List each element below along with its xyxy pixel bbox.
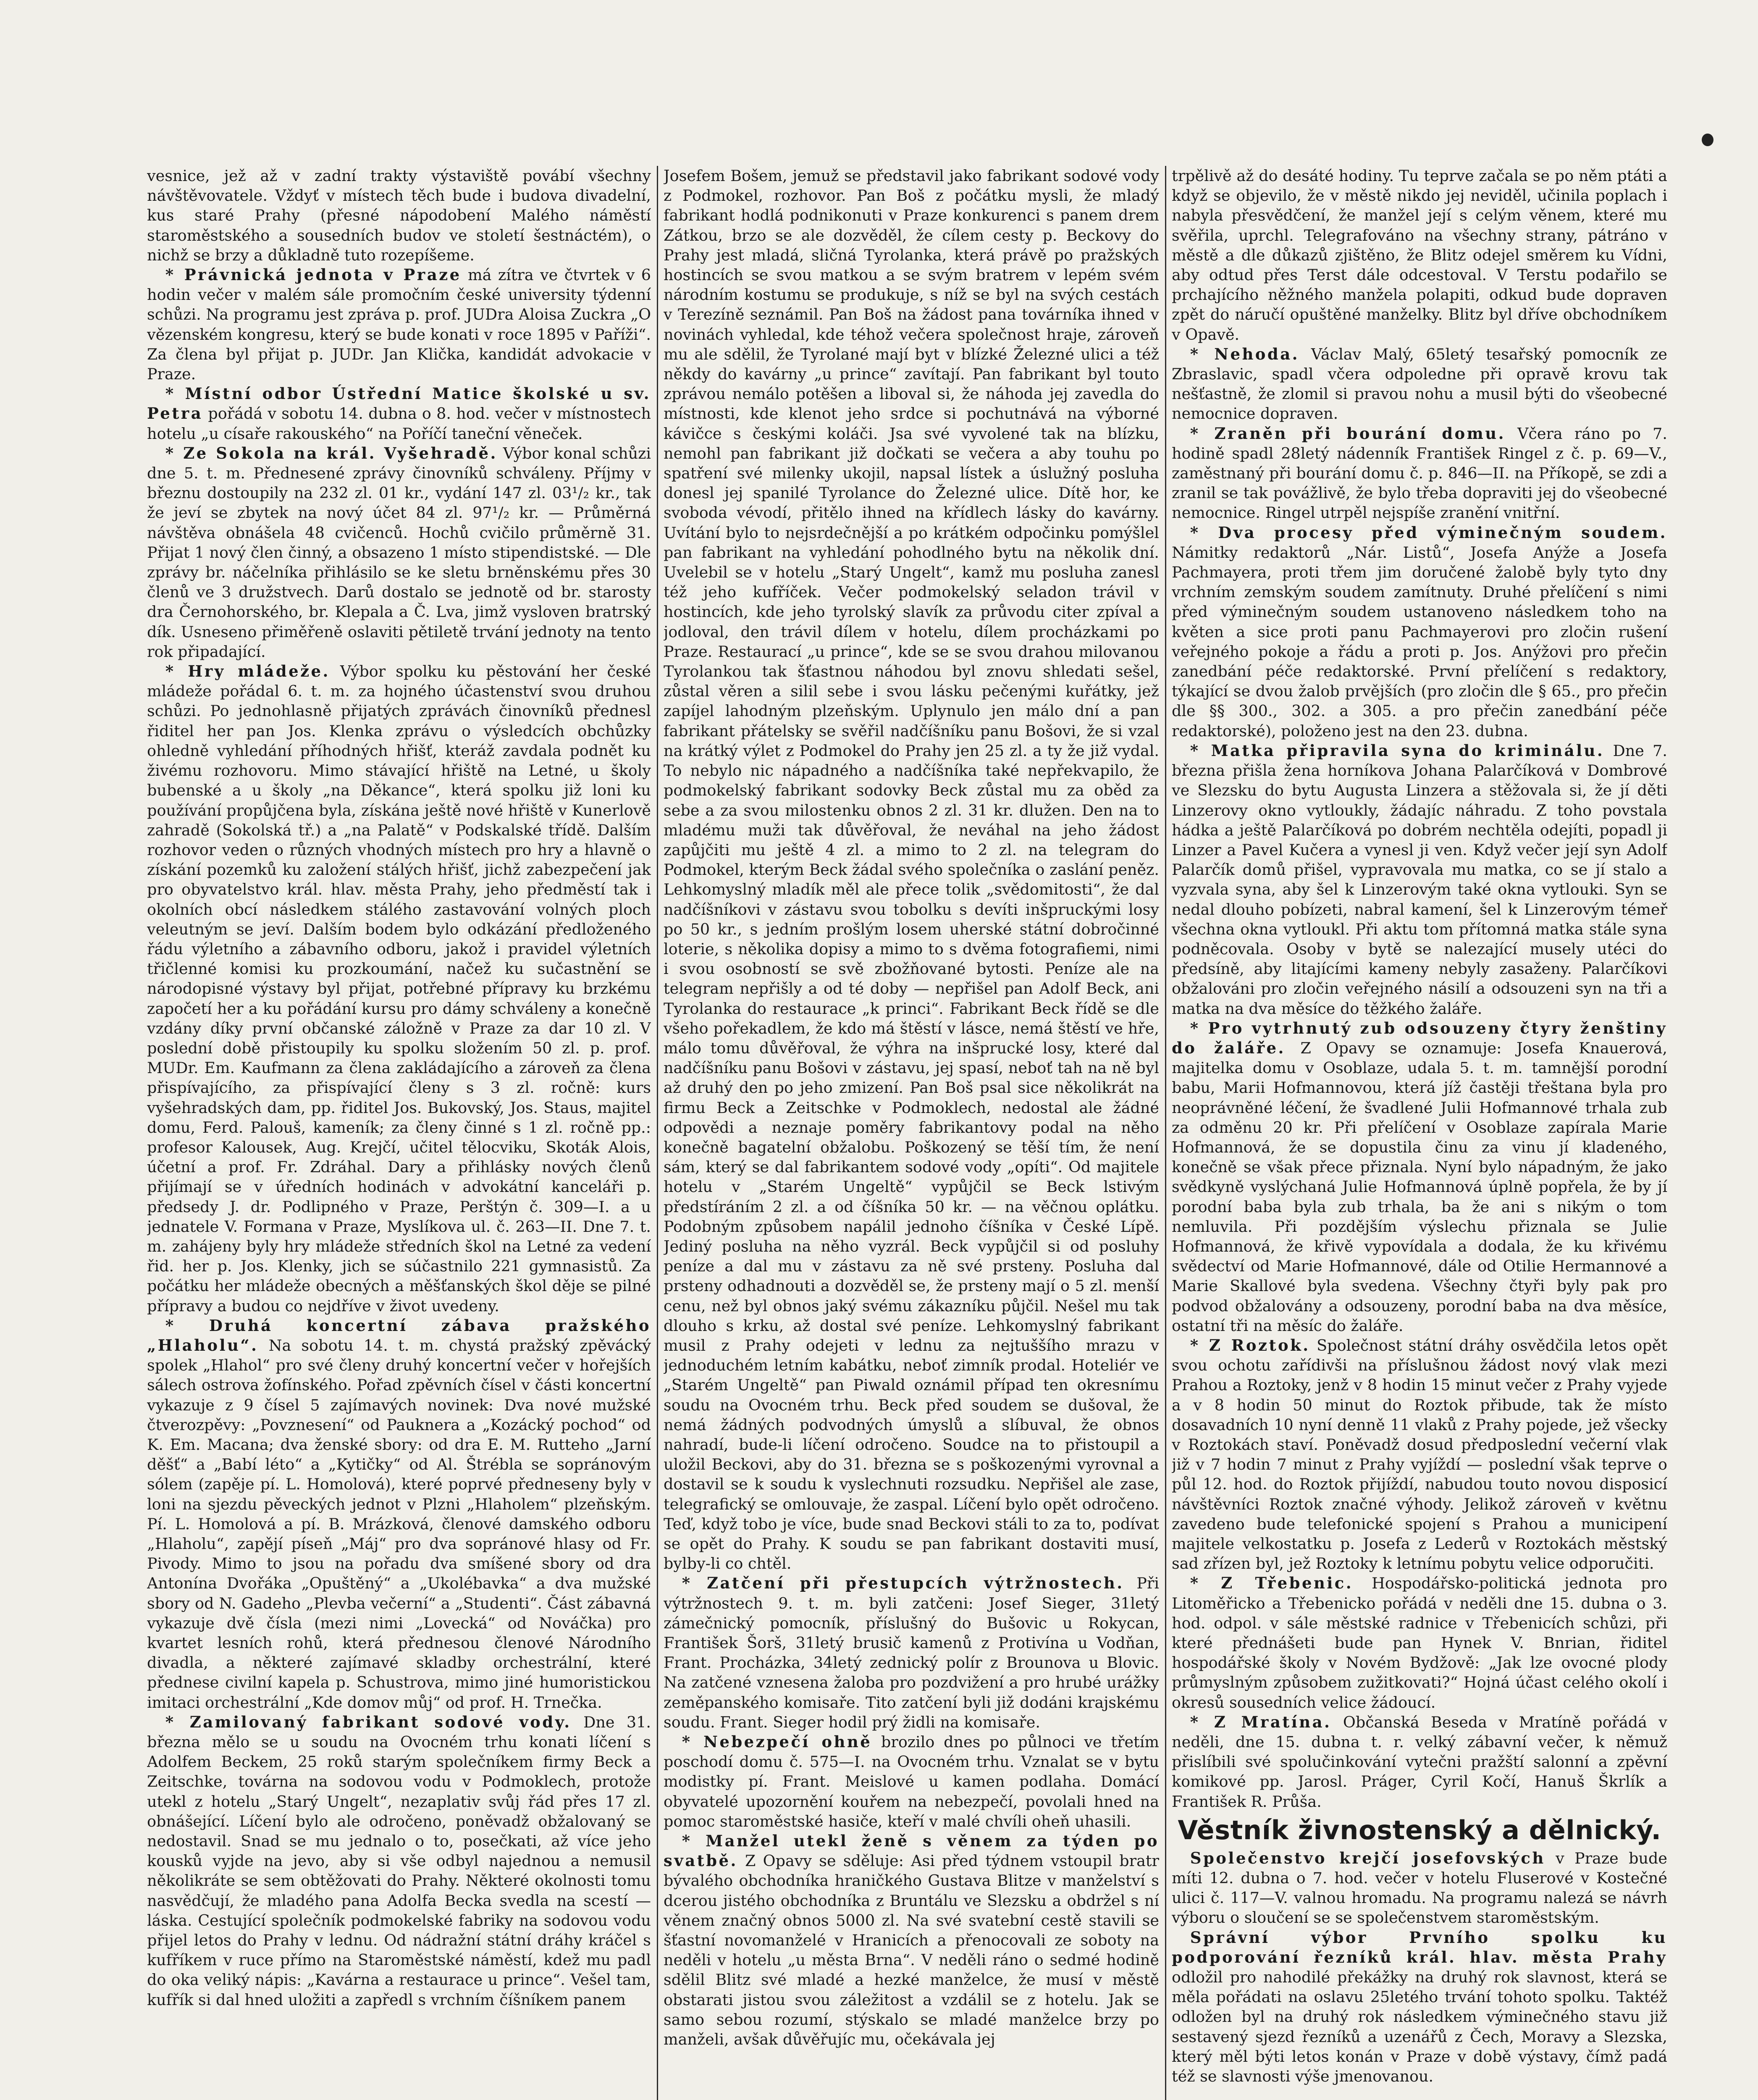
article-heading: * Druhá koncertní zábava pražského „Hlaholu“. — [147, 1316, 651, 1354]
article — [1172, 1712, 1667, 1811]
article — [147, 444, 651, 662]
article-body: Z Opavy se oznamuje: Josefa Knauerová, majitelka domu v Osoblaze, udala 5. t. m. tamnější porodní babu, Marii Hofmannovou, která jíž častěji třeštana byla pro neoprávněné léčení, že švadlené Julii Hofmannové trhala zub za odměnu 20 kr. Při přelíčení v Osoblaze zapírala Marie Hofmannová, že se dopustila činu za vinu jí kladeného, konečně se však přece přiznala. Nyní bylo nápadným, že jako svědkyně vyslýchaná Julie Hofmannová úplně popřela, že by jí porodní baba byla zub trhala, ba že ani s nikým o tom nemluvila. Při pozdějším výslechu přiznala se Julie Hofmannová, že křivě vypovídala a dodala, že ku křivému svědectví od Marie Hofmannové, dále od Otilie Hermannové a Marie Skallové byla svedena. Všechny čtyři byly pak pro podvod obžalovány a odsouzeny, porodní baba na dva měsíce, ostatní tři na měsíc do žaláře. — [1172, 1039, 1667, 1335]
article-heading: * Právnická jednota v Praze — [165, 265, 462, 284]
article — [1172, 344, 1667, 424]
article-body: Josefem Bošem, jemuž se představil jako fabrikant sodové vody z Podmokel, rozhovor. Pan Boš z počátku mysli, že mladý fabrikant hodlá podnikonuti v Praze konkurenci s panem drem Zátkou, brzo se ale dozvěděl, že cílem cesty p. Beckovy do Prahy jest mladá, sličná Tyrolanka, která právě po pražských hostincích se svou matkou a se svým bratrem v lepém svém národním kostumu se produkuje, s níž se byl na svých cestách v Terezíně seznámil. Pan Boš na žádost pana továrníka ihned v novinách vyhledal, kde téhož večera společnost hraje, zároveň mu ale sdělil, že Tyrolané mají byt v blízké Železné ulici a též někdy do kavárny „u prince“ zavítají. Pan fabrikant byl touto zprávou nemálo potěšen a liboval si, že náhoda jej zavedla do místnosti, kde klenot jeho srdce si pochutnává na výborné kávičce s českými koláči. Jsa své vyvolené tak na blízku, nemohl pan fabrikant již dočkati se večera a aby touhu po spatření své milenky ukojil, napsal lístek a úslužný posluha donesl jej spanilé Tyrolance do Železné ulice. Dítě hor, ke svoboda vévodí, přitělo ihned na křídlech lásky do kavárny. Uvítání bylo to nejsrdečnější a po krátkém odpočinku pomýšlel pan fabrikant na vyhledání pohodlného bytu na několik dní. Uvelebil se v hotelu „Starý Ungelt“, kamž mu posluha zanesl též jeho kufříček. Večer podmokelský seladon trávil v hostincích, kde jeho tyrolský slavík za průvodu citer zpíval a jodloval, den trávil dílem v hotelu, dílem procházkami po Praze. Restaurací „u prince“, kde se se svou drahou milovanou Tyrolankou tak šťastnou náhodou byl znovu shledati sešel, zůstal věren a silil sebe i svou lásku pečenými kuřátky, jež zapíjel lahodným plzeňským. Uplynulo jen málo dní a pan fabrikant přátelsky se svěřil nadčíšníku panu Bošovi, že si vzal na krátký výlet z Podmokel do Prahy jen 25 zl. a ty že již vydal. To nebylo nic nápadného a nadčíšníka také nepřekvapilo, že podmokelský fabrikant sodovky Beck zůstal mu za oběd za sebe a za svou milostenku obnos 2 zl. 31 kr. dlužen. Den na to mladému muži tak důvěřoval, že neváhal na jeho žádost zapůjčiti mu ještě 4 zl. a mimo to 2 zl. na telegram do Podmokel, kterým Beck žádal svého společníka o zaslání peněz. Lehkomyslný mladík měl ale přece tolik „svědomitosti“, že dal nadčíšníkovi v zástavu svou tobolku s devíti inšpruckými losy po 50 kr., s jedním prošlým losem uherské státní dobročinné loterie, s několika dopisy a mimo to s dvěma fotografiemi, nimi i svou osobností se svě zbožňované bytosti. Peníze ale na telegram nepřišly a od té doby — nepřišel pan Adolf Beck, ani Tyrolanka do restaurace „k princi“. Fabrikant Beck řídě se dle všeho pořekadlem, že kdo má štěstí v lásce, nemá štěstí ve hře, málo tomu důvěřoval, že výhra na inšprucké losy, které dal nadčíšníku panu Bošovi v zástavu, jej spasí, neboť tah na ně byl až druhý den po jeho zmizení. Pan Boš psal sice několikrát na firmu Beck a Zeitschke v Podmoklech, nedostal ale žádné odpovědi a neznaje poměry fabrikantovy podal na něho konečně bagatelní obžalobu. Poškozený se těší tím, že není sám, který se dal fabrikantem sodové vody „opíti“. Od majitele hotelu v „Starém Ungeltě“ vypůjčil se Beck lstivým předstíráním 2 zl. a od číšníka 50 kr. — na věčnou oplátku. Podobným způsobem napálil jednoho číšníka v České Lípě. Jediný posluha na něho vyzrál. Beck vypůjčil si od posluhy peníze a dal mu v zástavu za ně své prsteny. Posluha dal prsteny odhadnouti a dozvěděl se, že prsteny mají o 5 zl. menší cenu, než byl obnos jaký svému zákazníku půjčil. Nešel mu tak dlouho s krku, až dostal své peníze. Lehkomyslný fabrikant musil z Prahy odejeti v lednu za nejtuššího mrazu v jednoduchém letním kabátku, neboť zimník prodal. Hoteliér ve „Starém Ungeltě“ pan Piwald oznámil případ ten okresnímu soudu na Ovocném trhu. Beck před soudem se dušoval, že nemá žádných podvodných úmyslů a slíbuval, že obnos nahradí, bude-li líčení odročeno. Soudce na to přistoupil a uložil Beckovi, aby do 31. března se s poškozenými vyrovnal a dostavil se k soudu k vyslechnuti rozsudku. Nepřišel ale zase, telegrafický se omlouvaje, že zaspal. Líčení bylo opět odročeno. Teď, když tobo je více, bude snad Beckovi stáli to za to, podívat se opět do Prahy. K soudu se pan fabrikant dostaviti musí, bylby-li co chtěl. — [664, 167, 1159, 1573]
article — [1172, 424, 1667, 523]
section-title: Věstník živnostenský a dělnický. — [1178, 1814, 1661, 1845]
article-heading: * Dva procesy před výminečným soudem. — [1190, 523, 1667, 542]
article-body: odložil pro nahodilé překážky na druhý rok slavnost, která se měla pořádati na oslavu 25letého trvání tohoto spolku. Taktéž odložen byl na druhý rok následkem výminečného stavu již sestavený sjezd řezníků a uzenářů z Čech, Moravy a Slezska, který měl býti letos konán v Praze v době výstavy, čímž padá též se slavnosti výše jmenovanou. — [1172, 1968, 1667, 2086]
article-body: Občanská Beseda v Mratíně pořádá v neděli, dne 15. dubna t. r. velký zábavní večer, k němuž přislíbili své spolučinkování vytečni pražští salonní a zpěvní komikové pp. Jarosl. Práger, Cyril Kočí, Hanuš Škrlík a František R. Průša. — [1172, 1713, 1667, 1811]
article-body: Dne 7. března přišla žena horníkova Johana Palarčíková v Dombrové ve Slezsku do bytu Augusta Linzera a stěžovala si, že jí děti Linzerovy okno vytloukly, žádajíc náhradu. Z toho povstala hádka a ještě Palarčíková po dobrém nechtěla odejíti, popadl ji Linzer a Pavel Kučera a vynesl ji ven. Když večer její syn Adolf Palarčík domů přišel, vypravovala mu matka, co se jí stalo a vyzvala syna, aby šel k Linzerovým také okna vytlouki. Syn se nedal dlouho pobízeti, nabral kamení, šel k Linzerovým témeř všechna okna vytloukl. Při aktu tom přítomná matka stále syna podněcovala. Osoby v bytě se nalezající musely utéci do předsíně, aby litajícími kameny nebyly zasaženy. Palarčíkovi obžalováni pro zločin veřejného násilí a odsouzeni syn na tři a matka na dva měsíce do těžkého žaláře. — [1172, 741, 1667, 1018]
article-continuation — [664, 166, 1159, 1573]
article — [147, 265, 651, 384]
article-heading: Správní výbor Prvního spolku ku podporování řezníků král. hlav. města Prahy — [1172, 1928, 1667, 1966]
column-rule-1 — [657, 166, 658, 2100]
article — [1172, 741, 1667, 1018]
article — [1172, 523, 1667, 741]
article-body: Z Opavy se sděluje: Asi před týdnem vstoupil bratr bývalého obchodníka hraničkého Gustava Blitze v manželství s dcerou jistého obchodníka z Bruntálu ve Slezsku a obdržel s ní věnem značný obnos 5000 zl. Na své svatební cestě stavili se šťastní novomanželé v Hranicích a přenocovali ze soboty na neděli v hotelu „u města Brna“. V neděli ráno o sedmé hodině sdělil Blitz své mladé a hezké manželce, že musí v městě obstarati jistou svou záležitost a vzdálil se z hotelu. Jak se samo sebou rozumí, stýskalo se mladé manželce brzy po manželi, avšak důvěřujíc mu, očekávala jej — [664, 1852, 1159, 2049]
article-body: Námitky redaktorů „Nár. Listů“, Josefa Anýže a Josefa Pachmayera, proti třem jim doručené žalobě byly tyto dny vrchním zemským soudem zamítnuty. Druhé přelíčení s nimi před výminečným soudem ustanoveno následkem toho na květen a sice proti panu Pachmayerovi pro zločin rušení veřejného pokoje a řádu a proti p. Jos. Anýžovi pro přečin zanedbání péče redaktorské. První přelíčení s redaktory, týkající se dvou žalob prvějších (pro zločin dle § 65., pro přečin dle §§ 300., 302. a 305. a pro přečin zanedbání péče redaktorské), položeno jest na den 23. dubna. — [1172, 543, 1667, 740]
article — [664, 1573, 1159, 1732]
article-heading: * Nehoda. — [1190, 344, 1299, 363]
article-continuation — [147, 166, 651, 265]
article-body: Výbor konal schůzi dne 5. t. m. Přednesené zprávy činovníků schváleny. Příjmy v březnu dostoupily na 232 zl. 01 kr., vydání 147 zl. 03¹/₂ kr., tak že jeví se zbytek na nový účet 84 zl. 97¹/₂ kr. — Průměrná návštěva obnášela 48 cvičenců. Hochů cvičilo průměrně 31. Přijat 1 nový člen činný, a obsazeno 1 místo stipendistské. — Dle zprávy br. náčelníka přihlásilo se ke sletu brněnskému přes 30 členů ve 3 družstvech. Darů dostalo se jednotě od br. starosty dra Černohorského, br. Klepala a Č. Lva, jimž vysloven bratrský dík. Usneseno přiměřeně oslaviti pětiletě trvání jednoty na tento rok připadající. — [147, 444, 651, 661]
article — [1172, 1573, 1667, 1712]
article-heading: * Pro vytrhnutý zub odsouzeny čtyry ženštiny do žaláře. — [1172, 1018, 1667, 1057]
article-body: Včera ráno po 7. hodině spadl 28letý nádenník František Ringel z č. p. 69—V., zaměstnaný při bourání domu č. p. 846—II. na Příkopě, se zdi a zranil se tak povážlivě, že bylo třeba dopraviti jej do všeobecné nemocnice. Ringel utrpěl nejspíše zranění vnitřní. — [1172, 424, 1667, 522]
article-heading: * Z Třebenic. — [1190, 1574, 1354, 1593]
article-heading: * Zraněn při bourání domu. — [1190, 424, 1506, 443]
column-rule-2 — [1165, 166, 1166, 2100]
article-heading: * Matka připravila syna do kriminálu. — [1190, 741, 1605, 760]
article-heading: * Zatčení při přestupcích výtržnostech. — [682, 1574, 1124, 1593]
article — [664, 1831, 1159, 2049]
article-heading: * Zamilovaný fabrikant sodové vody. — [165, 1712, 572, 1731]
column-3 — [1172, 166, 1667, 2100]
article — [1172, 1018, 1667, 1336]
article — [1172, 1848, 1667, 1928]
article-body: Hospodářsko-politická jednota pro Litoměřicko a Třebenicko pořádá v neděli dne 15. dubna o 3. hod. odpol. v sále městské radnice v Třebenicích schůzi, při které přednášeti bude pan Hynek V. Bnrian, řiditel hospodářské školy v Novém Bydžově: „Jak lze ovocné plody průmyslným způsobem zužitkovati?“ Hojná účast celého okolí i okresů sousedních velice žádoucí. — [1172, 1574, 1667, 1712]
article-heading: Společenstvo krejčí josefovských — [1190, 1848, 1545, 1867]
article-body: pořádá v sobotu 14. dubna o 8. hod. večer v místnostech hotelu „u císaře rakouského“ na Poříčí taneční věneček. — [147, 404, 651, 443]
article-body: má zítra ve čtvrtek v 6 hodin večer v malém sále promočním české university týdenní schůzi. Na programu jest zpráva p. prof. JUDra Aloisa Zuckra „O vězenském kongresu, který se bude konati v roce 1895 v Paříži“. Za člena byl přijat p. JUDr. Jan Klička, kandidát advokacie v Praze. — [147, 266, 651, 383]
article-body: v Praze bude míti 12. dubna o 7. hod. večer v hotelu Fluserové v Kostečné ulici č. 117—V. valnou hromadu. Na programu nalezá se návrh výboru o sloučení se se společenstvem staroměstským. — [1172, 1849, 1667, 1927]
article — [1172, 1336, 1667, 1573]
column-2 — [664, 166, 1159, 2100]
article — [147, 1712, 651, 2010]
article-body: Dne 31. března mělo se u soudu na Ovocném trhu konati líčení s Adolfem Beckem, 25 roků starým společníkem firmy Beck a Zeitschke, továrna na sodovou vodu v Podmoklech, protože utekl z hotelu „Starý Ungelt“, nezaplativ svůj řád přes 17 zl. obnášející. Líčení bylo ale odročeno, poněvadž obžalovaný se nedostavil. Snad se mu jednalo o to, posečkati, až více jeho kousků vyjde na jevo, aby si vše odbyl najednou a nemusil několikráte se sem obtěžovati do Prahy. Některé okolnosti tomu nasvědčují, že mladého pana Adolfa Becka svedla na scestí — láska. Cestující společník podmokelské fabriky na sodovou vodu přijel letos do Prahy v lednu. Od nádražní státní dráhy kráčel s kufříkem v ruce přímo na Staroměstské náměstí, kdež mu padl do oka veliký nápis: „Kavárna a restaurace u prince“. Vešel tam, kufřík si dal hned uložiti a zapředl s vrchním číšníkem panem — [147, 1713, 651, 2009]
article-body: Při výtržnostech 9. t. m. byli zatčeni: Josef Sieger, 31letý zámečnický pomocník, příslušný do Bušovic u Rokycan, František Šorš, 31letý brusič kamenů z Protivína u Vodňan, Frant. Procházka, 34letý zednický polír z Brounova u Blovic. Na zatčené vznesena žaloba pro pozdvižení a pro hrubé urážky zeměpanského komisaře. Tito zatčení byli již dodáni krajskému soudu. Frant. Sieger hodil prý židli na komisaře. — [664, 1574, 1159, 1731]
ink-spot — [1702, 134, 1713, 146]
article-heading: * Hry mládeže. — [165, 662, 330, 681]
article-body: Václav Malý, 65letý tesařský pomocník ze Zbraslavic, spadl včera odpoledne při opravě krovu tak nešťastně, že zlomil si pravou nohu a musil býti do všeobecné nemocnice dopraven. — [1172, 345, 1667, 423]
article — [664, 1732, 1159, 1831]
article-heading: * Nebezpečí ohně — [682, 1732, 872, 1751]
article-body: trpělivě až do desáté hodiny. Tu teprve začala se po něm ptáti a když se objevilo, že v městě nikdo jej neviděl, učinila poplach i nabyla přesvědčení, že manžel její s celým věnem, které mu svěřila, uprchl. Telegrafováno na všechny strany, pátráno v městě a dle důkazů zjištěno, že Blitz odejel směrem ku Vídni, aby odtud přes Terst dále odcestoval. V Terstu podařilo se prchajícího něžného manžela polapiti, odkud bude dopraven zpět do náručí opuštěné manželky. Blitz byl dříve obchodníkem v Opavě. — [1172, 167, 1667, 344]
article-heading: * Místní odbor Ústřední Matice školské u sv. Petra — [147, 384, 651, 423]
article — [1172, 1928, 1667, 2087]
article-body: vesnice, jež až v zadní trakty výstaviště povábí všechny návštěvovatele. Vždyť v místech těch bude i budova divadelní, kus staré Prahy (přesné nápodobení Malého náměstí staroměstského a sousedních budov ve století šestnáctém), o nichž se brzy a důkladně tuto rozepíšeme. — [147, 167, 651, 264]
article — [147, 384, 651, 444]
article-heading: * Ze Sokola na král. Vyšehradě. — [165, 444, 498, 462]
article-body: brozilo dnes po půlnoci ve třetím poschodí domu č. 575—I. na Ovocném trhu. Vznalat se v bytu modistky pí. Frant. Meislové u kamen podlaha. Domácí obyvatelé upozornění kouřem na nebezpečí, povolali hned na pomoc staroměstské hasiče, kteří v malé chvíli oheň uhasili. — [664, 1733, 1159, 1830]
article-heading: * Z Roztok. — [1190, 1336, 1310, 1354]
column-1 — [147, 166, 651, 2100]
article-body: Společnost státní dráhy osvědčila letos opět svou ochotu zařídivši na příslušnou žádost nový vlak mezi Prahou a Roztoky, jenž v 8 hodin 15 minut večer z Prahy vyjede a v 8 hodin 50 minut do Roztok přibude, tak že místo dosavadních 10 nyní denně 11 vlaků z Prahy pojede, jež všecky v Roztokách staví. Poněvadž dosud předposlední večerní vlak již v 7 hodin 7 minut z Prahy vyjíždí — poslední však teprve o půl 12. hod. do Roztok přijíždí, nabudou touto novou disposicí návštěvníci Roztok značné výhody. Jelikož zároveň v květnu zavedeno bude telefonické spojení s Prahou a municipení majitele velkostatku p. Josefa z Lederů v Roztokách městský sad zřízen byl, jež Roztoky k letnímu pobytu velice odporučiti. — [1172, 1336, 1667, 1573]
article — [147, 1316, 651, 1712]
article — [147, 662, 651, 1316]
article-heading: * Manžel utekl ženě s věnem za týden po svatbě. — [664, 1832, 1159, 1870]
article-heading: * Z Mratína. — [1190, 1712, 1332, 1731]
article-body: Výbor spolku ku pěstování her české mládeže pořádal 6. t. m. za hojného účastenství svou druhou schůzi. Po jednohlasně přijatých zprávách činovníků přednesl řiditel her pan Jos. Klenka zprávu o výsledcích obchůzky ohledně vyhledání příhodných hřišť, kteráž zavdala podnět ku živému rozhovoru. Mimo stávající hřiště na Letné, u školy bubenské a u školy „na Děkance“, která spolku již loni ku používání propůjčena byla, získána ještě nové hřiště v Kunerlově zahradě (Sokolská tř.) a „na Palatě“ v Podskalské třídě. Dalším rozhovor veden o různých vhodných místech pro hry a hlavně o získání pozemků ku založení stálých hřišť, jichž zabezpečení jak pro obyvatelstvo král. hlav. města Prahy, jeho předměstí tak i okolních obcí následkem stálého zastavování volných ploch veleutným se jeví. Dalším bodem bylo odkázání předloženého řádu výletního a zábavního odboru, jakož i pravidel výletních třičlenné komisi ku prozkoumání, načež ku sučastnění se národopisné výstavy byl přijat, potřebné přípravy ku brzkému započetí her a ku pořádání kursu pro dámy schváleny a konečně vzdány díky první občanské záložně v Praze za dar 10 zl. V poslední době přistoupily ku spolku složením 50 zl. p. prof. MUDr. Em. Kaufmann za člena zakládajícího a zároveň za člena přispívajícího, za přispívající členy s 3 zl. ročně: kurs vyšehradských dam, pp. řiditel Jos. Bukovský, Jos. Staus, majitel domu, Ferd. Palouš, kameník; za členy činné s 1 zl. ročně pp.: profesor Kalousek, Aug. Krejčí, učitel tělocviku, Skoták Alois, účetní a prof. Fr. Zdráhal. Dary a přihlásky nových členů přijímají se v úředních hodinách v advokátní kanceláři p. předsedy J. dr. Podlipného v Praze, Perštýn č. 309—I. a u jednatele V. Formana v Praze, Myslíkova ul. č. 263—II. Dne 7. t. m. zahájeny byly hry mládeže středních škol na Letné za vedení řid. her p. Jos. Klenky, jich se súčastnilo 221 gymnasistů. Za počátku her mládeže obecných a měšťanských škol děje se pilné přípravy a budou co nejdříve v život uvedeny. — [147, 662, 651, 1315]
article-body: Na sobotu 14. t. m. chystá pražský zpěvácký spolek „Hlahol“ pro své členy druhý koncertní večer v hořejších sálech ostrova žofínského. Pořad zpěvních čísel v části koncertní vykazuje z 9 čísel 5 zajímavých novinek: Dva nové mužské čtverozpěvy: „Povznesení“ od Pauknera a „Kozácký pochod“ od K. Em. Macana; dva ženské sbory: od dra E. M. Rutteho „Jarní děšť“ a „Babí léto“ a „Kytičky“ od Al. Štrébla se sopránovým sólem (zapěje pí. L. Homolová), které poprvé předneseny byly v loni na sjezdu pěveckých jednot v Plzni „Hlaholem“ plzeňským. Pí. L. Homolová a pí. B. Mrázková, členové damského odboru „Hlaholu“, zapějí píseň „Máj“ pro dva sopránové hlasy od Fr. Pivody. Mimo to jsou na pořadu dva smíšené sbory od dra Antonína Dvořáka „Opuštěný“ a „Ukolébavka“ a dva mužské sbory od N. Gadeho „Plevba večerní“ a „Studenti“. Část zábavná vykazuje dvě čísla (mezi nimi „Lovecká“ od Nováčka) pro kvartet lesních rohů, která přednesou členové Národního divadla, a některé zajímavé skladby orchestrální, které přednese civilní kapela p. Schustrova, mimo jiné humoristickou imitaci orchestrální „Kde domov můj“ od prof. H. Trnečka. — [147, 1336, 651, 1712]
article-continuation — [1172, 166, 1667, 344]
